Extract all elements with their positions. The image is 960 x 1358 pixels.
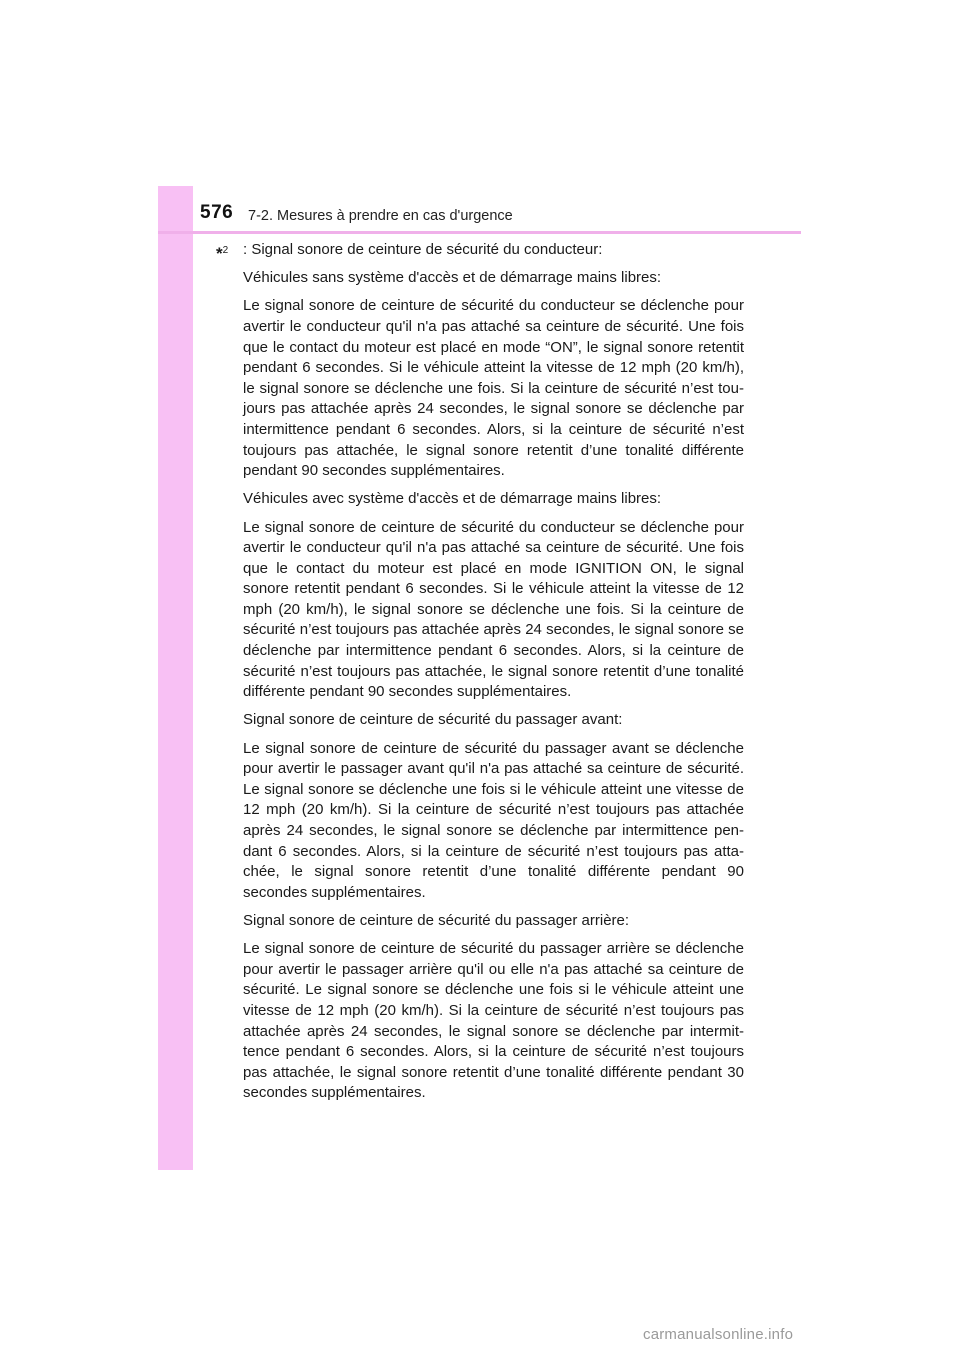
footnote-heading: : Signal sonore de ceinture de sécurité du conducteur: (243, 241, 603, 258)
footnote-marker (216, 240, 228, 267)
section-title: 7-2. Mesures à prendre en cas d'urgence (248, 208, 513, 224)
footnote-star: *$^2$ (216, 244, 229, 263)
footnote-number: 2 (222, 245, 229, 256)
chapter-side-band (158, 186, 193, 1170)
page-number: 576 (200, 202, 234, 223)
driver-no-smart-heading: Véhicules sans système d'accès et de démarrage mains libres: (243, 269, 662, 287)
header-rule (158, 231, 801, 234)
front-passenger-heading: Signal sonore de ceinture de sécurité du passager avant: (243, 711, 623, 729)
driver-smart-heading: Véhicules avec système d'accès et de démarrage mains libres: (243, 490, 662, 508)
rear-passenger-paragraph: Le signal sonore de ceinture de sécurité du passager arrière se déclenche pour avertir le passager arrière qu'il ou elle n'a pas attaché sa ceinture de sécurité. Le signal sonore se déclenche une fois si le véhicule atteint une vitesse de 12 mph (20 km/h). Si la ceinture de sécurité n’est toujours pas attachée après 24 secondes, le signal sonore se déclenche par intermit-tence pendant 6 secondes. Alors, si la ceinture de sécurité n’est toujours pas attachée, le signal sonore retentit d’une tonalité différente pendant 30 secondes supplémentaires. (243, 940, 744, 1102)
watermark: carmanualsonline.info (643, 1326, 794, 1343)
driver-no-smart-paragraph: Le signal sonore de ceinture de sécurité du conducteur se déclenche pour avertir le conducteur qu'il n'a pas attaché sa ceinture de sécurité. Une fois que le contact du moteur est placé en mode “ON”, le signal sonore retentit pendant 6 secondes. Si le véhicule atteint la vitesse de 12 mph (20 km/h), le signal sonore se déclenche une fois. Si la ceinture de sécurité n’est tou-jours pas attachée après 24 secondes, le signal sonore se déclenche par intermittence pendant 6 secondes. Alors, si la ceinture de sécurité n’est toujours pas attachée, le signal sonore retentit d’une tonalité différente pendant 90 secondes supplémentaires. (243, 297, 744, 480)
rear-passenger-heading: Signal sonore de ceinture de sécurité du passager arrière: (243, 911, 630, 929)
driver-smart-paragraph: Le signal sonore de ceinture de sécurité du conducteur se déclenche pour avertir le conducteur qu'il n'a pas attaché sa ceinture de sécurité. Une fois que le contact du moteur est placé en mode IGNITION ON, le signal sonore retentit pendant 6 secondes. Si le véhicule atteint la vitesse de 12 mph (20 km/h), le signal sonore se déclenche une fois. Si la ceinture de sécurité n’est toujours pas attachée après 24 secondes, le signal sonore se déclenche par intermittence pendant 6 secondes. Alors, si la ceinture de sécurité n’est toujours pas attachée, le signal sonore retentit d’une tonalité différente pendant 90 secondes supplémentaires. (243, 518, 744, 701)
front-passenger-paragraph: Le signal sonore de ceinture de sécurité du passager avant se déclenche pour avertir le passager avant qu'il n'a pas attaché sa ceinture de sécurité. Le signal sonore se déclenche une fois si le véhicule atteint une vitesse de 12 mph (20 km/h). Si la ceinture de sécurité n’est toujours pas attachée après 24 secondes, le signal sonore se déclenche par intermittence pen-dant 6 secondes. Alors, si la ceinture de sécurité n’est toujours pas atta-chée, le signal sonore retentit d’une tonalité différente pendant 90 secondes supplémentaires. (243, 739, 744, 901)
page-content (243, 240, 744, 1112)
